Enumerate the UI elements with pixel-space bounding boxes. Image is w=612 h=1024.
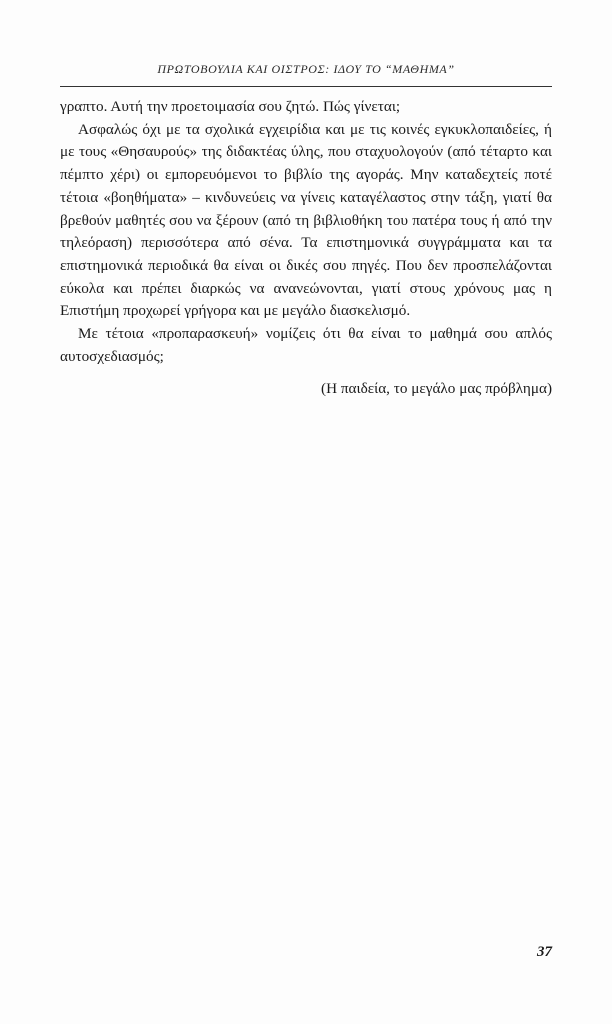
paragraph-main: Ασφαλώς όχι με τα σχολικά εγχειρίδια και με τις κοινές εγκυκλοπαιδείες, ή με τους «Θησαυρούς» της διδακτέας ύλης, που σταχυολογούν (από τέταρτο και πέμπτο χέρι) οι εμπορευόμενοι το βιβλίο της αγοράς. Μην καταδεχτείς ποτέ τέτοια «βοηθήματα» – κινδυνεύεις να γίνεις καταγέλαστος στην τάξη, γιατί θα βρεθούν μαθητές σου να ξέρουν (από τη βιβλιοθήκη του πατέρα τους ή από την τηλεόραση) περισσότερα από σένα. Τα επιστημονικά συγγράμματα και τα επιστημονικά περιοδικά θα είναι οι δικές σου πηγές. Που δεν προσπελάζονται εύκολα και πρέπει διαρκώς να ανανεώνονται, γιατί στους χρόνους μας η Επιστήμη προχωρεί γρήγορα και με μεγάλο διασκελισμό.	[60, 120, 552, 320]
header-rule	[60, 86, 552, 87]
running-head: ΠΡΩΤΟΒΟΥΛΙΑ ΚΑΙ ΟΙΣΤΡΟΣ: ΙΔΟΥ ΤΟ “ΜΑΘΗΜΑ”	[157, 62, 455, 76]
paragraph-question: Με τέτοια «προπαρασκευή» νομίζεις ότι θα είναι το μαθημά σου απλός αυτοσχεδιασμός;	[60, 325, 552, 365]
source-attribution: (Η παιδεία, το μεγάλο μας πρόβλημα)	[321, 380, 552, 397]
body-text	[60, 96, 552, 368]
paragraph-continuation: γραπτο. Αυτή την προετοιμασία σου ζητώ. Πώς γίνεται;	[60, 98, 401, 115]
page-number: 37	[537, 944, 552, 960]
